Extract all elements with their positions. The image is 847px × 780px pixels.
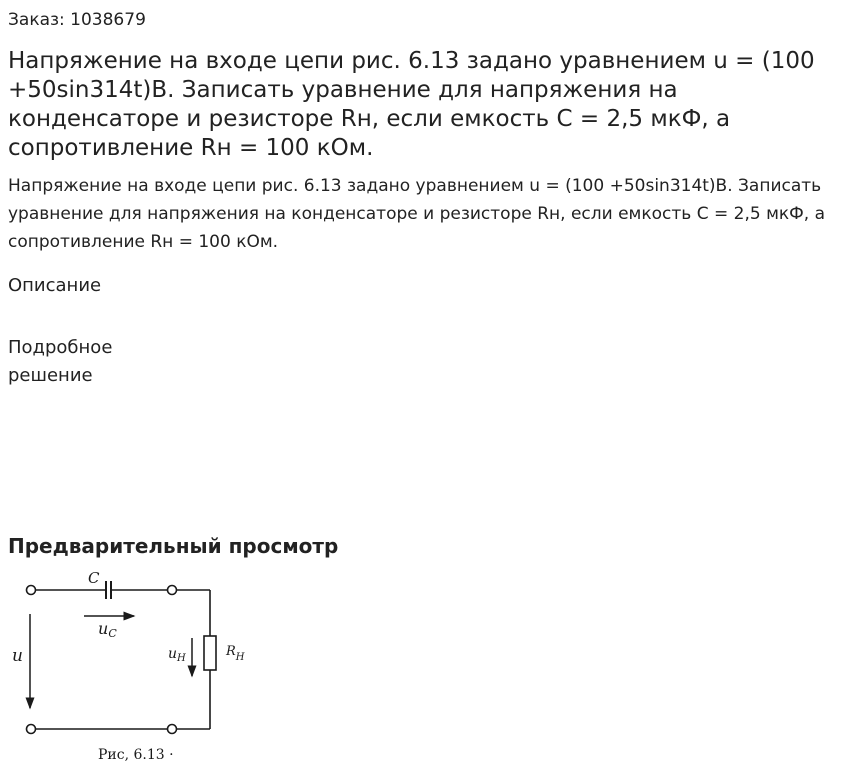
circuit-diagram xyxy=(10,566,260,766)
circuit-figure xyxy=(10,566,260,766)
task-description: Напряжение на входе цепи рис. 6.13 задано уравнением u = (100 +50sin314t)В. Записать уравнение для напряжения на конденсаторе и резисторе Rн, если емкость С = 2,5 мкФ, а сопротивление Rн = 100 кОм. xyxy=(8,176,826,252)
terminal-bottom-left xyxy=(27,725,36,734)
figure-caption: Рис, 6.13 · xyxy=(98,747,174,763)
load-resistor xyxy=(204,636,216,670)
terminal-top-right xyxy=(168,586,177,595)
input-voltage-label: u xyxy=(12,646,23,666)
resistor-label: $R_H$ xyxy=(226,644,245,663)
capacitor-voltage-label: uC xyxy=(98,619,117,640)
order-number: Заказ: 1038679 xyxy=(8,10,146,30)
terminal-top-left xyxy=(27,586,36,595)
preview-heading: Предварительный просмотр xyxy=(8,534,339,558)
terminal-bottom-right xyxy=(168,725,177,734)
task-title: Напряжение на входе цепи рис. 6.13 задано уравнением u = (100 +50sin314t)В. Записать уравнение для напряжения на конденсаторе и резисторе Rн, если емкость С = 2,5 мкФ, а сопротивление Rн = 100 кОм. xyxy=(8,48,815,161)
load-voltage-label: $u_H$ xyxy=(168,646,186,664)
capacitor-label: C xyxy=(88,569,100,587)
detailed-solution-label: Подробное решение xyxy=(8,337,113,386)
description-label: Описание xyxy=(8,275,102,296)
